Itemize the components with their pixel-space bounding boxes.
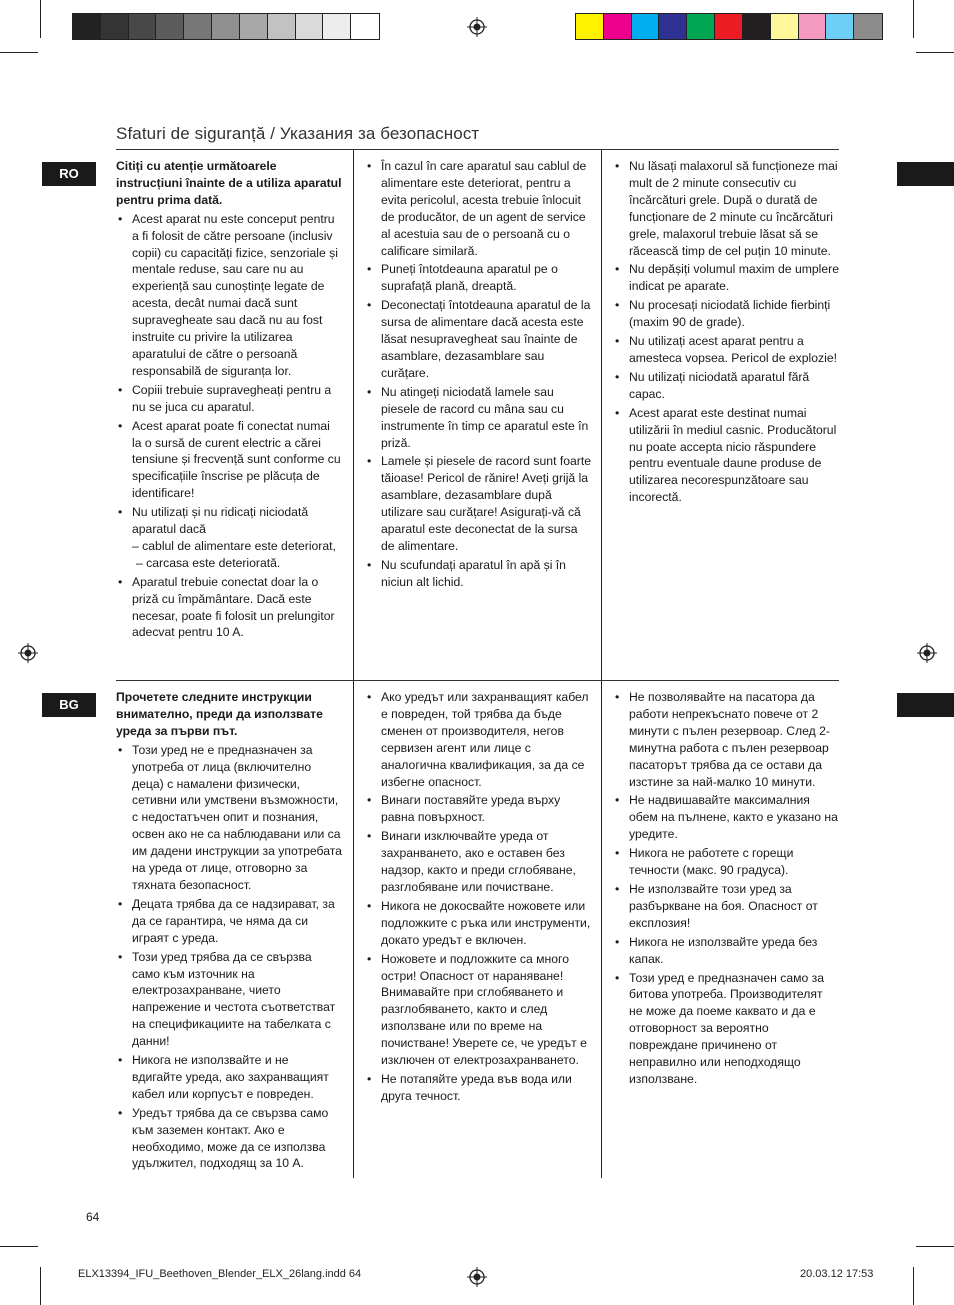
grayscale-color-bar <box>72 13 380 40</box>
process-color-bar <box>575 13 883 40</box>
list-item: • Nu scufundați aparatul în apă și în niciun alt lichid. <box>365 557 591 591</box>
ro-lead-text: Citiți cu atenție următoarele instrucțiuni înainte de a utiliza aparatul pentru prima dată. <box>116 159 342 207</box>
color-swatch <box>715 14 743 39</box>
list-item: • Ако уредът или захранващият кабел е повреден, той трябва да бъде сменен от производителя, негов сервизен агент или лице с аналогична квалификация, за да се избегне опасност. <box>365 689 591 790</box>
color-swatch <box>771 14 799 39</box>
list-item: • Винаги поставяйте уреда върху равна повърхност. <box>365 792 591 826</box>
crop-mark <box>916 52 954 53</box>
list-item: • Никога не използвайте уреда без капак. <box>613 934 839 968</box>
ro-column-1 <box>116 158 342 643</box>
list-item-text: Nu utilizați și nu ridicați niciodată aparatul dacă <box>132 505 309 537</box>
crop-mark <box>40 1267 41 1305</box>
list-item: • Nu atingeți niciodată lamele sau piesele de racord cu mâna sau cu instrumente în timp ce aparatul este în priză. <box>365 384 591 452</box>
registration-mark-icon <box>917 643 937 663</box>
sub-item: – cablul de alimentare este deteriorat, <box>132 538 336 553</box>
list-item: • Nu depășiți volumul maxim de umplere indicat pe aparate. <box>613 261 839 295</box>
list-item: • Nu utilizați acest aparat pentru a amesteca vopsea. Pericol de explozie! <box>613 333 839 367</box>
list-item: • Lamele și piesele de racord sunt foarte tăioase! Pericol de rănire! Aveți grijă la asamblare, dezasamblare după utilizare sau curățare! Asigurați-vă că aparatul este deconectat de la sursa de alimentare. <box>365 453 591 554</box>
color-swatch <box>743 14 771 39</box>
list-item: • Никога не докосвайте ножовете или подложките с ръка или инструменти, докато уредът е включен. <box>365 898 591 949</box>
color-swatch <box>129 14 157 39</box>
language-tag-bg: BG <box>42 693 96 717</box>
column-divider <box>601 150 602 680</box>
list-item: • Nu utilizați niciodată aparatul fără capac. <box>613 369 839 403</box>
color-swatch <box>184 14 212 39</box>
footer-date: 20.03.12 17:53 <box>800 1268 874 1280</box>
list-item: • Nu lăsați malaxorul să funcționeze mai mult de 2 minute consecutiv cu încărcături grele. După o durată de funcționare de 2 minute cu încărcături grele, malaxorul trebuie lăsat să se răcească timp de cel puțin 10 minute. <box>613 158 839 259</box>
list-item: • Acest aparat nu este conceput pentru a fi folosit de către persoane (inclusiv copii) cu capacități fizice, senzoriale și mentale reduse, sau care nu au experiență sau cunoștințe legate de acesta, decât numai dacă sunt supravegheate sau dacă nu au fost instruite cu privire la utilizarea aparatului de către o persoană responsabilă de siguranța lor. <box>116 211 342 380</box>
color-swatch <box>659 14 687 39</box>
crop-mark <box>916 1246 954 1247</box>
page-title: Sfaturi de siguranță / Указания за безопасност <box>116 124 480 143</box>
color-swatch <box>854 14 882 39</box>
crop-mark <box>913 0 914 38</box>
list-item: • Децата трябва да се надзирават, за да се гарантира, че няма да си играят с уреда. <box>116 896 342 947</box>
crop-mark <box>0 52 38 53</box>
color-swatch <box>268 14 296 39</box>
color-swatch <box>101 14 129 39</box>
footer-file-info: ELX13394_IFU_Beethoven_Blender_ELX_26lang.indd 64 <box>78 1268 362 1280</box>
registration-mark-icon <box>467 1267 487 1287</box>
list-item: • În cazul în care aparatul sau cablul de alimentare este deteriorat, pentru a evita pericolul, acesta trebuie înlocuit de producător, de un agent de service al acestuia sau de o persoană cu o calificare similară. <box>365 158 591 259</box>
side-tab <box>897 693 954 717</box>
color-swatch <box>240 14 268 39</box>
list-item: • Acest aparat poate fi conectat numai la o sursă de curent electric a cărei tensiune și frecvență sunt conforme cu specificațiile înscrise pe plăcuța de identificare! <box>116 418 342 503</box>
bg-column-3 <box>613 689 839 1090</box>
color-swatch <box>351 14 379 39</box>
side-tab <box>897 162 954 186</box>
color-swatch <box>604 14 632 39</box>
color-swatch <box>156 14 184 39</box>
list-item: • Copiii trebuie supravegheați pentru a nu se juca cu aparatul. <box>116 382 342 416</box>
bg-column-1 <box>116 689 342 1174</box>
list-item: • Не надвишавайте максималния обем на пълнене, както е указано на уредите. <box>613 792 839 843</box>
color-swatch <box>576 14 604 39</box>
color-swatch <box>212 14 240 39</box>
crop-mark <box>0 1246 38 1247</box>
list-item: • Никога не използвайте и не вдигайте уреда, ако захранващият кабел или корпусът е повреден. <box>116 1052 342 1103</box>
language-tag-ro: RO <box>42 162 96 186</box>
list-item: • Puneți întotdeauna aparatul pe o suprafață plană, dreaptă. <box>365 261 591 295</box>
section-divider <box>116 680 839 681</box>
list-item: • Никога не работете с горещи течности (макс. 90 градуса). <box>613 845 839 879</box>
list-item: • Не използвайте този уред за разбъркване на боя. Опасност от експлозия! <box>613 881 839 932</box>
list-item: • Винаги изключвайте уреда от захранването, ако е оставен без надзор, както и преди сглобяване, разглобяване или почистване. <box>365 828 591 896</box>
list-item: • Този уред не е предназначен за употреба от лица (включително деца) с намалени физически, сетивни или умствени възможности, с недостатъчен опит и познания, освен ако не са наблюдавани или са им дадени инструкции за употребата на уреда от лице, отговорно за тяхната безопасност. <box>116 742 342 894</box>
list-item: • Не потапяйте уреда във вода или друга течност. <box>365 1071 591 1105</box>
color-swatch <box>323 14 351 39</box>
sub-item: – carcasa este deteriorată. <box>136 555 281 570</box>
list-item: • Deconectați întotdeauna aparatul de la sursa de alimentare dacă acesta este lăsat nesupravegheat sau înainte de asamblare, dezasamblare sau curățare. <box>365 297 591 382</box>
color-swatch <box>296 14 324 39</box>
page-number: 64 <box>86 1210 100 1224</box>
list-item: • Не позволявайте на пасатора да работи непрекъснато повече от 2 минути с пълен резервоар. След 2-минутна работа с пълен резервоар пасаторът трябва да се остави да изстине за най-малко 10 минути. <box>613 689 839 790</box>
list-item: • Този уред трябва да се свързва само към източник на електрозахранване, чието напрежение и честота съответстват на спецификациите на табелката с данни! <box>116 949 342 1050</box>
column-divider <box>353 150 354 680</box>
crop-mark <box>40 0 41 38</box>
column-divider <box>601 681 602 1178</box>
color-swatch <box>73 14 101 39</box>
bg-lead-text: Прочетете следните инструкции внимателно, преди да използвате уреда за първи път. <box>116 690 323 738</box>
list-item: • Уредът трябва да се свързва само към заземен контакт. Ако е необходимо, може да се използва удължител, подходящ за 10 А. <box>116 1105 342 1173</box>
color-swatch <box>826 14 854 39</box>
section-divider <box>116 149 839 150</box>
list-item <box>116 504 342 572</box>
list-item: • Acest aparat este destinat numai utilizării în mediul casnic. Producătorul nu poate accepta nicio răspundere pentru eventuale daune produse de utilizarea necorespunzătoare sau incorectă. <box>613 405 839 506</box>
registration-mark-icon <box>467 17 487 37</box>
registration-mark-icon <box>18 643 38 663</box>
bg-column-2 <box>365 689 591 1107</box>
color-swatch <box>687 14 715 39</box>
list-item: • Този уред е предназначен само за битова употреба. Производителят не може да поеме каквато и да е отговорност за вероятно повреждане причинено от неправилно или неподходящо използване. <box>613 970 839 1088</box>
color-swatch <box>632 14 660 39</box>
color-swatch <box>799 14 827 39</box>
list-item: • Ножовете и подложките са много остри! Опасност от нараняване! Внимавайте при сглобяването и разглобяването, както и след използване или по време на почистване! Уверете се, че уредът е изключен от електрозахранването. <box>365 951 591 1069</box>
crop-mark <box>913 1267 914 1305</box>
column-divider <box>353 681 354 1178</box>
list-item: • Nu procesați niciodată lichide fierbinți (maxim 90 de grade). <box>613 297 839 331</box>
list-item: • Aparatul trebuie conectat doar la o priză cu împământare. Dacă este necesar, poate fi folosit un prelungitor adecvat pentru 10 A. <box>116 574 342 642</box>
ro-column-2 <box>365 158 591 593</box>
ro-column-3 <box>613 158 839 508</box>
